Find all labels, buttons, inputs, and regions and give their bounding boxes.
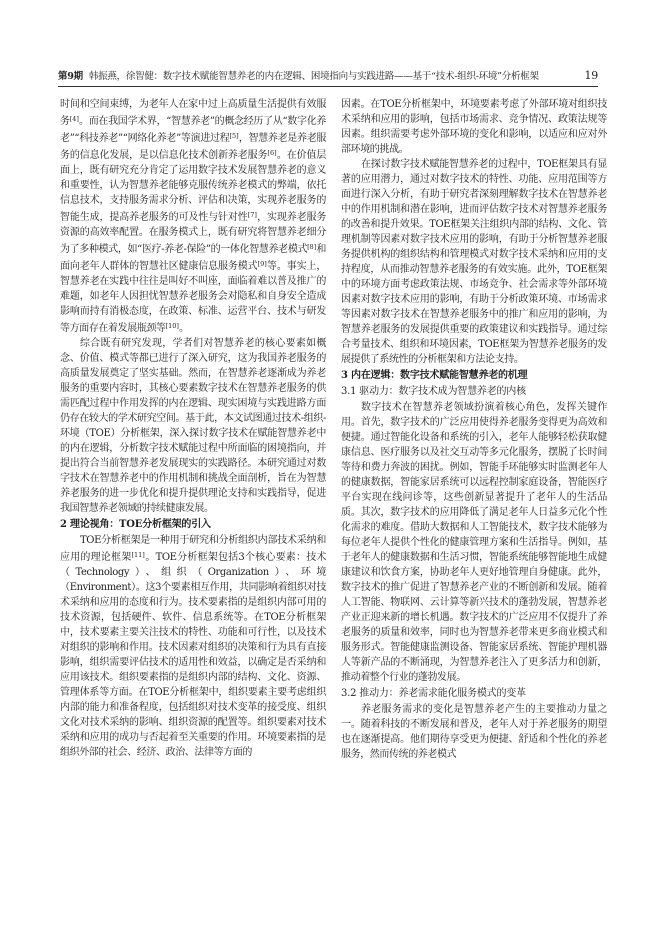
section-2-heading: 2 理论视角：TOE分析框架的引入 xyxy=(60,519,211,530)
left-column xyxy=(60,97,326,760)
section-3-1-heading: 3.1 驱动力：数字技术成为智慧养老的内核 xyxy=(341,386,526,397)
issue-number: 第9期 xyxy=(58,71,83,82)
citation: [9] xyxy=(257,260,267,268)
paragraph-4: 因素。在TOE分析框架中，环境要素考虑了外部环境对组织技术采纳和应用的影响，包括市场需求、竞争情况、政策法规等因素。组织需要考虑外部环境的变化和影响，以适应和应对外部环境的挑战。 xyxy=(341,99,607,155)
paragraph-2: 综合既有研究发现，学者们对智慧养老的核心要素如概念、价值、模式等都已进行了深入研究，这为我国养老服务的高质量发展奠定了坚实基础。然而，在智慧养老逐渐成为养老服务的重要内容时，其核心要素数字技术在智慧养老服务的供需匹配过程中作用发挥的内在逻辑、现实困境与实践进路方面仍存在较大的学术研究空间。基于此，本文试图通过技术-组织-环境（TOE）分析框架，深入探讨数字技术在赋能智慧养老中的内在逻辑，分析数字技术赋能过程中所面临的困境指向，并提出符合当前智慧养老发展现实的实践路径。本研究通过对数字技术在智慧养老中的作用机制和挑战全面剖析，旨在为智慧养老服务的进一步优化和提升提供理论支持和实践指导，促进我国智慧养老领域的持续健康发展。 xyxy=(60,338,326,514)
paragraph-7: 养老服务需求的变化是智慧养老产生的主要推动力量之一。随着科技的不断发展和普及，老年人对于养老服务的期望也在逐渐提高。他们期待享受更为便捷、舒适和个性化的养老服务，然而传统的养老模式 xyxy=(341,704,607,760)
paragraph-1: 时间和空间束缚，为老年人在家中过上高质量生活提供有效服务[4]。而在我国学术界，“智慧养老”的概念经历了从“数字化养老”“科技养老”“网络化养老”等演进过程[5]，智慧养老是养老服务的信息化发展，是以信息化技术创新养老服务[6]。在价值层面上，既有研究充分肯定了运用数字技术发展智慧养老的意义和重要性，认为智慧养老能够克服传统养老模式的弊端，依托信息技术，支持服务需求分析、评估和决策，实现养老服务的智能生成，提高养老服务的可及性与针对性[7]，实现养老服务资源的高效率配置。在服务模式上，既有研究将智慧养老细分为了多种模式，如“医疗-养老-保险”的一体化智慧养老模式[8]和面向老年人群体的智慧社区健康信息服务模式[9]等。事实上，智慧养老在实践中往往是叫好不叫座，面临着难以普及推广的难题，如老年人因担忧智慧养老服务会对隐私和自身安全造成影响而持有消极态度，在政策、标准、运营平台、技术与研发等方面存在着发展瓶颈等[10]。 xyxy=(60,99,327,334)
section-3-2-heading: 3.2 推动力：养老需求能化服务模式的变革 xyxy=(341,688,526,699)
header-rule xyxy=(58,86,598,87)
paragraph-3: TOE分析框架是一种用于研究和分析组织内部技术采纳和应用的理论框架[11]。TOE分析框架包括3个核心要素：技术（Technology）、组织（Organization）、环境（Environment）。这3个要素相互作用，共同影响着组织对技术采纳和应用的态度和行为。技术要素指的是组织内部可用的技术资源，包括硬件、软件、信息系统等。在TOE分析框架中，技术要素主要关注技术的特性、功能和可行性，以及技术对组织的影响和作用。技术因素对组织的决策和行为具有直接影响，组织需要评估技术的适用性和效益，以确定是否采纳和应用该技术。组织要素指的是组织内部的结构、文化、资源、管理体系等方面。在TOE分析框架中，组织要素主要考虑组织内部的能力和准备程度，包括组织对技术变革的接受度、组织文化对技术采纳的影响、组织资源的配置等。组织要素对技术采纳和应用的成功与否起着至关重要的作用。环境要素指的是组织外部的社会、经济、政治、法律等方面的 xyxy=(60,535,326,758)
citation: [10] xyxy=(165,322,179,330)
citation: [11] xyxy=(131,551,145,559)
citation: [6] xyxy=(267,149,277,157)
page-number: 19 xyxy=(584,69,598,82)
citation: [4] xyxy=(69,115,79,123)
paragraph-5: 在探讨数字技术赋能智慧养老的过程中，TOE框架具有显著的应用潜力，通过对数字技术的特性、功能、应用范围等方面进行深入分析，有助于研究者深刻理解数字技术在智慧养老中的作用机制和潜在影响，进而评估数字技术对智慧养老服务的改善和提升效果。TOE框架关注组织内部的结构、文化、管理机制等因素对数字技术应用的影响，有助于分析智慧养老服务提供机构的组织结构和管理模式对数字技术采纳和应用的支持程度，从而推动智慧养老服务的有效实施。此外，TOE框架中的环境方面考虑政策法规、市场竞争、社会需求等外部环境因素对数字技术应用的影响，有助于分析政策环境、市场需求等因素对数字技术在智慧养老服务中的推广和应用的影响，为智慧养老服务的发展提供重要的政策建议和实践指导。通过综合考量技术、组织和环境因素，TOE框架为智慧养老服务的发展提供了系统性的分析框架和方法论支持。 xyxy=(341,159,607,365)
running-header xyxy=(58,70,598,83)
citation: [5] xyxy=(229,132,239,140)
right-column xyxy=(341,97,607,762)
section-3-heading: 3 内在逻辑：数字技术赋能智慧养老的机理 xyxy=(341,370,528,381)
running-title: 韩振燕，徐智健：数字技术赋能智慧养老的内在逻辑、困境指向与实践进路——基于“技术-组织-环境”分析框架 xyxy=(88,71,539,82)
citation: [8] xyxy=(307,243,317,251)
citation: [7] xyxy=(247,211,257,219)
paragraph-6: 数字技术在智慧养老领域扮演着核心角色，发挥关键作用。首先，数字技术的广泛应用使得养老服务变得更为高效和便捷。通过智能化设备和系统的引入，老年人能够轻松获取健康信息、医疗服务以及社交互动等多元化服务，摆脱了长时间等待和费力奔波的困扰。例如，智能手环能够实时监测老年人的健康数据，智能家居系统可以远程控制家庭设备，智能医疗平台实现在线问诊等，这些创新显著提升了老年人的生活品质。其次，数字技术的应用降低了满足老年人日益多元化个性化需求的难度。借助大数据和人工智能技术，数字技术能够为每位老年人提供个性化的健康管理方案和生活指导。例如，基于老年人的健康数据和生活习惯，智能系统能够智能地生成健康建议和饮食方案，协助老年人更好地管理自身健康。此外，数字技术的推广促进了智慧养老产业的不断创新和发展。随着人工智能、物联网、云计算等新兴技术的蓬勃发展，智慧养老产业正迎来新的增长机遇。数字技术的广泛应用不仅提升了养老服务的质量和效率，同时也为智慧养老带来更多商业模式和服务形式。智能健康监测设备、智能家居系统、智能护理机器人等新产品的不断涌现，为智慧养老注入了更多活力和创新，推动着整个行业的蓬勃发展。 xyxy=(341,402,607,683)
